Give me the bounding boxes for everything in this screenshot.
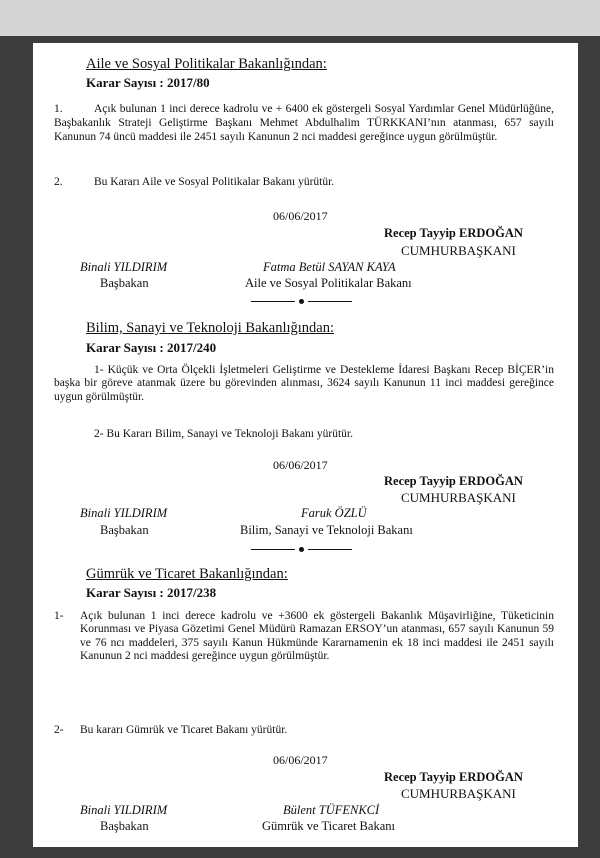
president-name: Recep Tayyip ERDOĞAN [384, 226, 523, 240]
minister-title: Gümrük ve Ticaret Bakanı [262, 819, 395, 833]
decision-paragraph: Açık bulunan 1 inci derece kadrolu ve +3600 ek göstergeli Bakanlık Müşavirliğine, Tüketicinin Korunması ve Piyasa Gözetimi Genel Müdürü Ramazan ERSOY’un atanması, 657 sayılı Kanunun 59 ve 76 ncı maddeleri, 375 sayılı Kanun Hükmünde Kararnamenin ek 18 inci maddesi ile 2451 sayılı Kanunun 2 nci maddesi gereğince uygun görülmüştür. [80, 610, 554, 663]
prime-minister-name: Binali YILDIRIM [80, 803, 168, 817]
decision-paragraph: Açık bulunan 1 inci derece kadrolu ve + 6400 ek göstergeli Sosyal Yardımlar Genel Müdürlüğüne, Başbakanlık Strateji Geliştirme Başkanı Mehmet Abdulhalim TÜRKKANI’nın atanması, 657 sayılı Kanunun 74 üncü maddesi ile 2451 sayılı Kanunun 2 nci maddesi gereğince uygun görülmüştür. [54, 103, 554, 143]
minister-title: Bilim, Sanayi ve Teknoloji Bakanı [240, 523, 413, 537]
execution-clause: Bu Kararı Aile ve Sosyal Politikalar Bakanı yürütür. [94, 176, 335, 188]
section-separator [247, 293, 356, 308]
decision-number: Karar Sayısı : 2017/80 [86, 75, 210, 90]
execution-clause: 2- Bu Kararı Bilim, Sanayi ve Teknoloji Bakanı yürütür. [94, 428, 353, 440]
item-number: 2- [54, 724, 64, 736]
decision-date: 06/06/2017 [273, 753, 328, 767]
decision-number: Karar Sayısı : 2017/240 [86, 340, 217, 355]
item-number: 2. [54, 176, 63, 188]
prime-minister-title: Başbakan [100, 819, 149, 833]
item-number: 1. [54, 103, 63, 115]
ministry-heading: Aile ve Sosyal Politikalar Bakanlığından: [86, 56, 327, 72]
prime-minister-title: Başbakan [100, 523, 149, 537]
president-title: CUMHURBAŞKANI [401, 490, 516, 505]
decision-date: 06/06/2017 [273, 458, 328, 472]
execution-clause: Bu kararı Gümrük ve Ticaret Bakanı yürütür. [80, 724, 288, 736]
minister-name: Faruk ÖZLÜ [301, 506, 367, 520]
president-title: CUMHURBAŞKANI [401, 243, 516, 258]
viewer-toolbar [0, 0, 600, 36]
decision-date: 06/06/2017 [273, 209, 328, 223]
decision-paragraph: 1- Küçük ve Orta Ölçekli İşletmeleri Geliştirme ve Destekleme İdaresi Başkanı Recep BİÇER’in başka bir göreve atanmak üzere bu görevinden alınması, 3624 sayılı Kanunun 11 inci maddesi gereğince uygun görülmüştür. [54, 364, 554, 403]
prime-minister-name: Binali YILDIRIM [80, 506, 168, 520]
minister-name: Fatma Betül SAYAN KAYA [263, 260, 396, 274]
section-separator [247, 541, 356, 556]
minister-title: Aile ve Sosyal Politikalar Bakanı [245, 276, 412, 290]
document-page[interactable] [33, 43, 578, 847]
item-number: 1- [54, 610, 64, 622]
ministry-heading: Bilim, Sanayi ve Teknoloji Bakanlığından: [86, 320, 335, 336]
prime-minister-name: Binali YILDIRIM [80, 260, 168, 274]
prime-minister-title: Başbakan [100, 276, 149, 290]
minister-name: Bülent TÜFENKCİ [283, 803, 380, 817]
decision-number: Karar Sayısı : 2017/238 [86, 585, 217, 600]
ministry-heading: Gümrük ve Ticaret Bakanlığından: [86, 566, 288, 582]
president-title: CUMHURBAŞKANI [401, 786, 516, 801]
president-name: Recep Tayyip ERDOĞAN [384, 474, 523, 488]
president-name: Recep Tayyip ERDOĞAN [384, 770, 523, 784]
